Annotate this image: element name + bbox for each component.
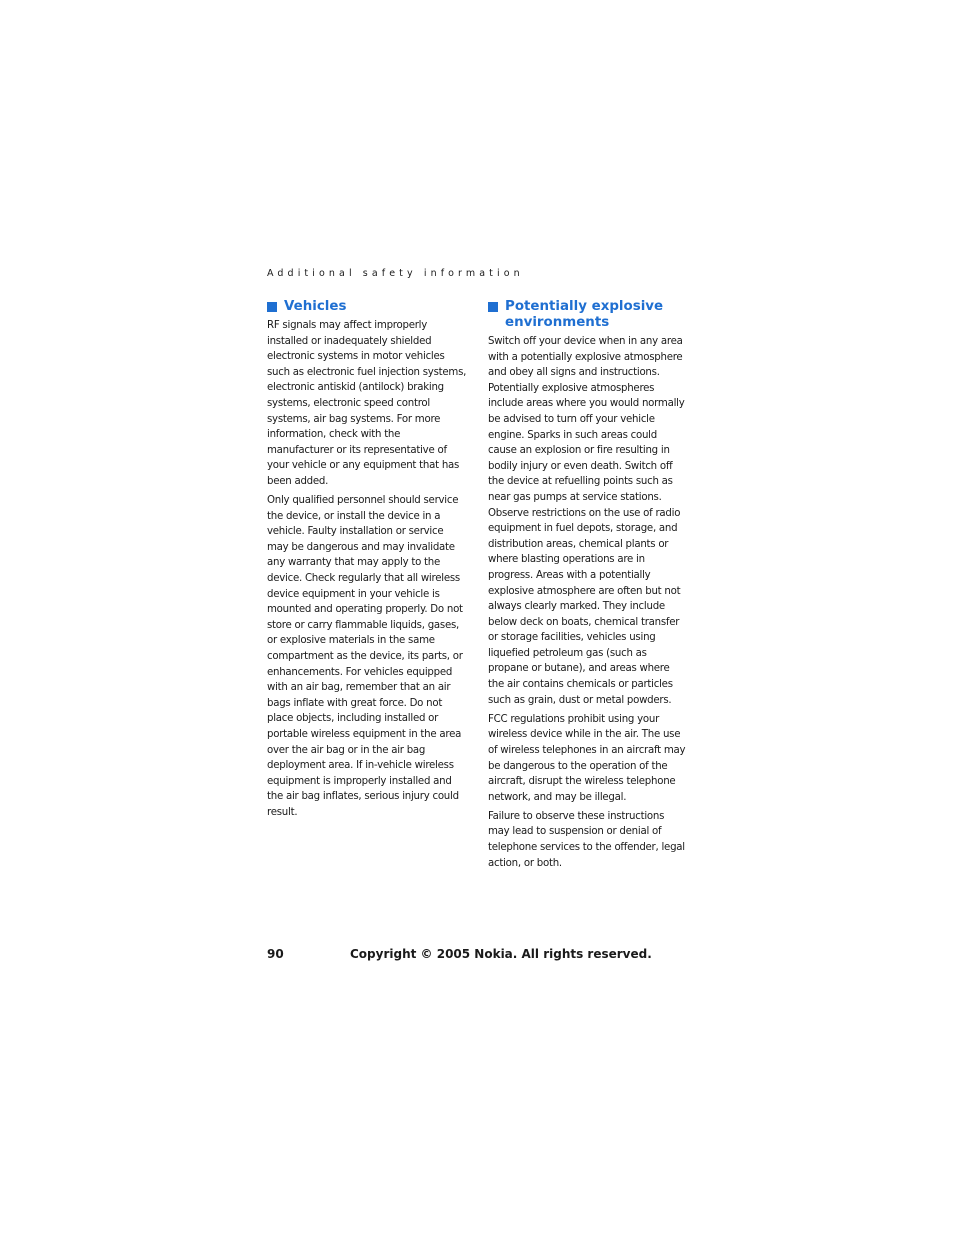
copyright-notice: Copyright © 2005 Nokia. All rights reserved. xyxy=(350,947,652,961)
explosive-heading xyxy=(488,299,688,331)
explosive-title: Potentially explosive environments xyxy=(505,299,664,330)
vehicles-paragraph-1: RF signals may affect improperly installed or inadequately shielded electronic systems in motor vehicles such as electronic fuel injection systems, electronic antiskid (antilock) braking systems, electronic speed control systems, air bag systems. For more information, check with the manufacturer or its representative of your vehicle or any equipment that has been added. xyxy=(267,320,467,487)
square-bullet-icon xyxy=(488,302,498,312)
page-number: 90 xyxy=(267,947,284,961)
vehicles-section xyxy=(267,299,467,824)
running-header: Additional safety information xyxy=(267,268,524,279)
vehicles-paragraph-2: Only qualified personnel should service the device, or install the device in a vehicle. Faulty installation or service may be dangerous and may invalidate any warranty that may apply to the device. Check regularly that all wireless device equipment in your vehicle is mounted and operating properly. Do not store or carry flammable liquids, gases, or explosive materials in the same compartment as the device, its parts, or enhancements. For vehicles equipped with an air bag, remember that an air bags inflate with great force. Do not place objects, including installed or portable wireless equipment in the area over the air bag or in the air bag deployment area. If in-vehicle wireless equipment is improperly installed and the air bag inflates, serious injury could result. xyxy=(267,495,463,818)
explosive-section xyxy=(488,299,688,875)
explosive-paragraph-2: FCC regulations prohibit using your wireless device while in the air. The use of wireless telephones in an aircraft may be dangerous to the operation of the aircraft, disrupt the wireless telephone network, and may be illegal. xyxy=(488,713,686,803)
vehicles-title: Vehicles xyxy=(284,299,347,314)
vehicles-heading xyxy=(267,299,467,315)
explosive-paragraph-1: Switch off your device when in any area with a potentially explosive atmosphere and obey all signs and instructions. Potentially explosive atmospheres include areas where you would normally be advised to turn off your vehicle engine. Sparks in such areas could cause an explosion or fire resulting in bodily injury or even death. Switch off the device at refuelling points such as near gas pumps at service stations. Observe restrictions on the use of radio equipment in fuel depots, storage, and distribution areas, chemical plants or where blasting operations are in progress. Areas with a potentially explosive atmosphere are often but not always clearly marked. They include below deck on boats, chemical transfer or storage facilities, vehicles using liquefied petroleum gas (such as propane or butane), and areas where the air contains chemicals or particles such as grain, dust or metal powders. xyxy=(488,336,685,706)
square-bullet-icon xyxy=(267,302,277,312)
explosive-paragraph-3: Failure to observe these instructions may lead to suspension or denial of telephone services to the offender, legal action, or both. xyxy=(488,810,685,869)
